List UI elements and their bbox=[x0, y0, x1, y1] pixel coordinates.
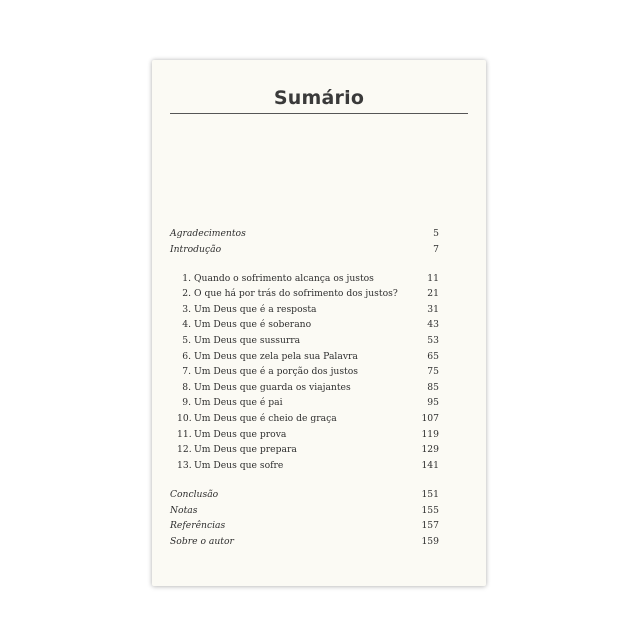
entry-label: Um Deus que é pai bbox=[194, 397, 283, 409]
entry-label: Um Deus que é soberano bbox=[194, 319, 312, 331]
toc-entry-title bbox=[177, 411, 337, 427]
book-page bbox=[152, 60, 486, 586]
chapter-number: 10. bbox=[177, 413, 192, 425]
entry-label: Um Deus que é cheio de graça bbox=[194, 413, 337, 425]
toc-entry-title bbox=[177, 302, 316, 318]
page-number: 53 bbox=[427, 335, 439, 347]
page-number: 107 bbox=[421, 413, 439, 425]
toc-entry-title bbox=[177, 442, 297, 458]
page-number: 11 bbox=[427, 272, 439, 284]
toc-entry-title bbox=[177, 364, 358, 380]
toc-entry bbox=[170, 302, 439, 318]
page-number: 159 bbox=[421, 535, 439, 547]
title-rule bbox=[170, 113, 468, 114]
entry-label: Referências bbox=[170, 520, 226, 532]
entry-label: Um Deus que prepara bbox=[194, 444, 297, 456]
entry-label: Sobre o autor bbox=[170, 535, 234, 547]
chapter-number: 6. bbox=[182, 350, 191, 362]
toc-entry bbox=[170, 534, 439, 550]
chapter-number: 5. bbox=[182, 335, 191, 347]
entry-label: Um Deus que sofre bbox=[194, 459, 284, 471]
toc-entry bbox=[170, 395, 439, 411]
toc-entry-title bbox=[177, 349, 358, 365]
toc-entry-title bbox=[177, 380, 351, 396]
toc-entry bbox=[170, 364, 439, 380]
page-number: 65 bbox=[427, 350, 439, 362]
toc-entry-title bbox=[170, 518, 225, 534]
page-number: 119 bbox=[421, 428, 439, 440]
toc-entry bbox=[170, 317, 439, 333]
entry-label: Quando o sofrimento alcança os justos bbox=[194, 272, 374, 284]
toc-entry-title bbox=[177, 427, 286, 443]
chapter-number: 11. bbox=[177, 428, 192, 440]
toc-entry-title bbox=[170, 242, 221, 258]
chapter-number: 2. bbox=[182, 288, 191, 300]
page-number: 85 bbox=[427, 381, 439, 393]
toc-entry bbox=[170, 286, 439, 302]
toc-entry-title bbox=[170, 487, 218, 503]
page-number: 141 bbox=[421, 459, 439, 471]
entry-label: Notas bbox=[170, 504, 198, 516]
entry-label: Conclusão bbox=[170, 488, 219, 500]
entry-label: Um Deus que é a porção dos justos bbox=[194, 366, 358, 378]
entry-label: Introdução bbox=[170, 243, 222, 255]
chapter-number: 3. bbox=[182, 303, 191, 315]
toc-entry-title bbox=[177, 395, 283, 411]
toc-entry bbox=[170, 380, 439, 396]
page-number: 151 bbox=[421, 488, 439, 500]
toc-entry bbox=[170, 487, 439, 503]
toc-entry bbox=[170, 271, 439, 287]
toc-entry bbox=[170, 458, 439, 474]
page-number: 129 bbox=[421, 444, 439, 456]
entry-label: Um Deus que guarda os viajantes bbox=[194, 381, 351, 393]
chapter-number: 12. bbox=[177, 444, 192, 456]
toc-entry bbox=[170, 349, 439, 365]
toc-entry-title bbox=[177, 317, 311, 333]
chapter-number: 1. bbox=[182, 272, 191, 284]
page-number: 31 bbox=[427, 303, 439, 315]
toc-entry bbox=[170, 518, 439, 534]
toc-entry bbox=[170, 503, 439, 519]
toc-entry bbox=[170, 226, 439, 242]
chapter-number: 8. bbox=[182, 381, 191, 393]
entry-label: O que há por trás do sofrimento dos justos? bbox=[194, 288, 398, 300]
toc-entry bbox=[170, 411, 439, 427]
chapter-number: 4. bbox=[182, 319, 191, 331]
toc-entry-title bbox=[177, 458, 283, 474]
entry-label: Um Deus que prova bbox=[194, 428, 287, 440]
page-number: 75 bbox=[427, 366, 439, 378]
page-number: 7 bbox=[433, 243, 439, 255]
entry-label: Um Deus que sussurra bbox=[194, 335, 301, 347]
page-number: 21 bbox=[427, 288, 439, 300]
chapter-number: 9. bbox=[182, 397, 191, 409]
toc-entry-title bbox=[170, 503, 197, 519]
back-matter-list bbox=[170, 487, 439, 549]
toc-entry-title bbox=[177, 333, 300, 349]
toc-entry bbox=[170, 427, 439, 443]
front-matter-list bbox=[170, 226, 439, 257]
toc-entry-title bbox=[170, 226, 246, 242]
toc-entry bbox=[170, 242, 439, 258]
page-number: 43 bbox=[427, 319, 439, 331]
toc-entry-title bbox=[170, 534, 234, 550]
entry-label: Um Deus que zela pela sua Palavra bbox=[194, 350, 358, 362]
page-number: 95 bbox=[427, 397, 439, 409]
toc-entry bbox=[170, 442, 439, 458]
entry-label: Agradecimentos bbox=[170, 228, 246, 239]
page-number: 155 bbox=[421, 504, 439, 516]
toc-entry bbox=[170, 333, 439, 349]
chapter-number: 7. bbox=[182, 366, 191, 378]
page-number: 157 bbox=[421, 520, 439, 532]
chapter-number: 13. bbox=[177, 459, 192, 471]
toc-entry-title bbox=[177, 286, 398, 302]
table-of-contents bbox=[170, 226, 439, 549]
page-number: 5 bbox=[433, 228, 439, 239]
page-title: Sumário bbox=[273, 87, 365, 109]
chapter-list bbox=[170, 271, 439, 474]
entry-label: Um Deus que é a resposta bbox=[194, 303, 317, 315]
toc-entry-title bbox=[177, 271, 374, 287]
